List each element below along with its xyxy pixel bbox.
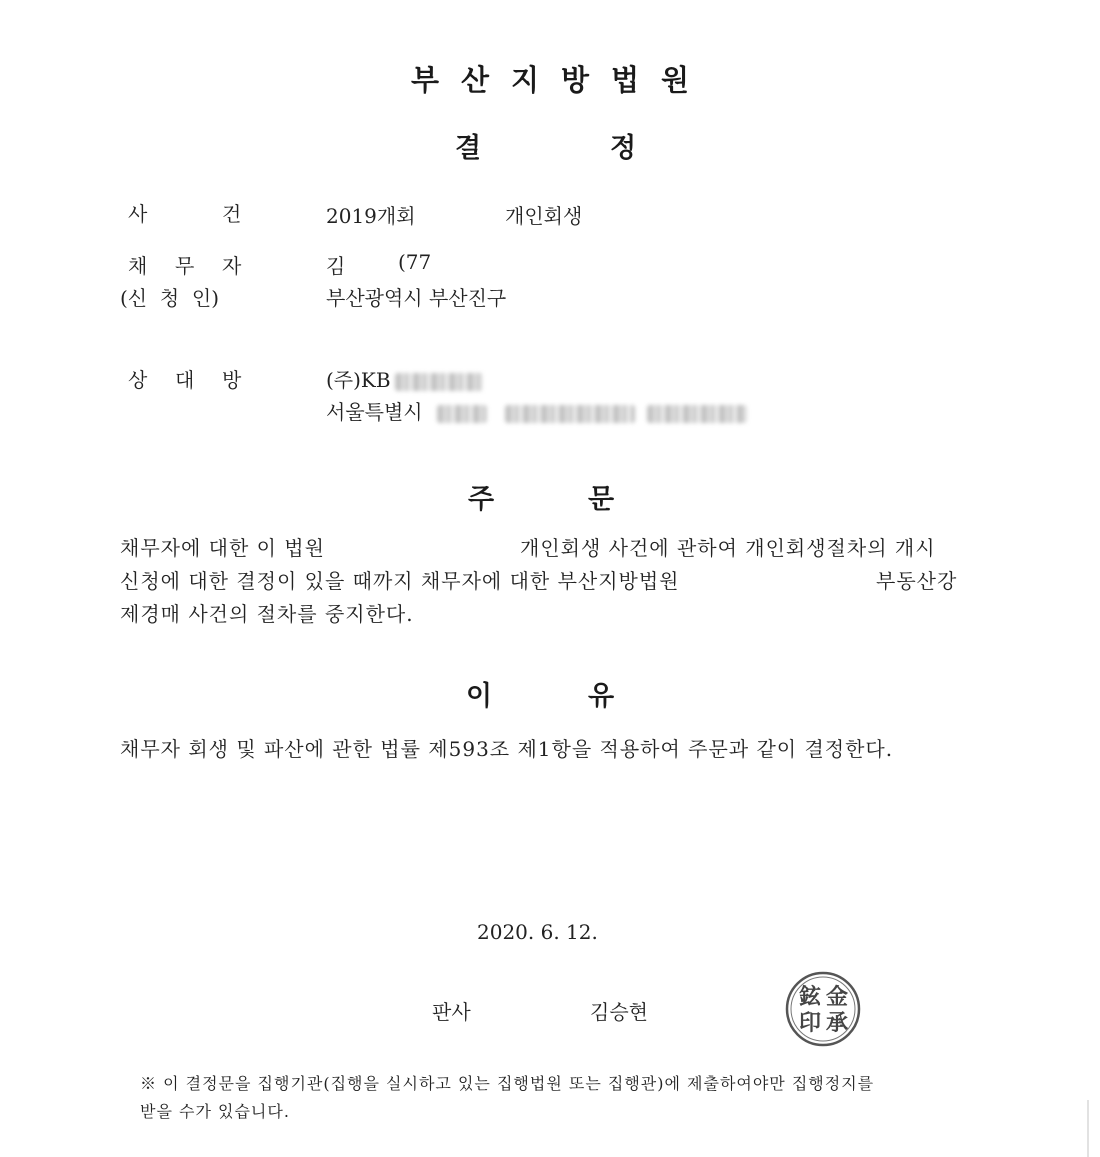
order-line-1b: 개인회생 사건에 관하여 개인회생절차의 개시 [520,536,936,560]
case-number: 2019개회 [326,204,416,228]
judge-seal-icon [784,970,862,1048]
decision-date: 2020. 6. 12. [477,920,598,944]
redacted-address-block-1 [437,405,487,423]
court-name: 부산지방법원 [410,63,712,97]
case-type: 개인회생 [505,204,583,228]
judge-name: 김승현 [590,1000,648,1024]
case-label-char-2: 건 [222,202,242,226]
debtor-name: 김 [326,254,346,278]
counterparty-address: 서울특별시 [326,400,423,424]
reason-heading-char-1: 이 [466,681,493,712]
redacted-address-block-3 [647,405,747,423]
doc-type-char-1: 결 [455,133,482,164]
debtor-address: 부산광역시 부산진구 [326,286,507,310]
counterparty-label-char-1: 상 [128,368,148,392]
seal-char-2: 承 [825,1010,849,1036]
seal-char-1: 金 [825,984,849,1010]
counterparty-label-char-3: 방 [222,368,242,392]
order-heading-char-1: 주 [468,484,495,515]
debtor-label-char-2: 무 [175,254,195,278]
seal-char-3: 鉉 [798,984,822,1010]
counterparty-name-row [326,364,483,393]
counterparty-name: (주)KB [326,368,391,392]
order-line-1a: 채무자에 대한 이 법원 [120,536,325,560]
scan-edge-mark [1087,1100,1089,1157]
counterparty-address-row [326,396,747,425]
debtor-birth: (77 [398,250,432,274]
order-line-2b: 부동산강 [876,569,958,593]
order-line-3: 제경매 사건의 절차를 중지한다. [120,602,414,626]
redacted-address-block-2 [505,405,635,423]
note-line-2: 받을 수가 있습니다. [140,1102,290,1121]
counterparty-label-char-2: 대 [175,368,195,392]
seal-char-4: 印 [798,1010,822,1036]
judge-title: 판사 [432,1000,471,1024]
debtor-sub-label: (신 청 인) [120,286,219,310]
redacted-name-block [395,373,483,391]
reason-heading-char-2: 유 [588,681,615,712]
note-line-1: ※ 이 결정문을 집행기관(집행을 실시하고 있는 집행법원 또는 집행관)에 제출하여야만 집행정지를 [140,1074,875,1093]
case-label-char-1: 사 [128,202,148,226]
debtor-label-char-3: 자 [222,254,242,278]
reason-text: 채무자 회생 및 파산에 관한 법률 제593조 제1항을 적용하여 주문과 같이 결정한다. [120,737,894,761]
debtor-label-char-1: 채 [128,254,148,278]
order-line-2a: 신청에 대한 결정이 있을 때까지 채무자에 대한 부산지방법원 [120,569,680,593]
doc-type-char-2: 정 [610,133,637,164]
order-heading-char-2: 문 [588,484,615,515]
